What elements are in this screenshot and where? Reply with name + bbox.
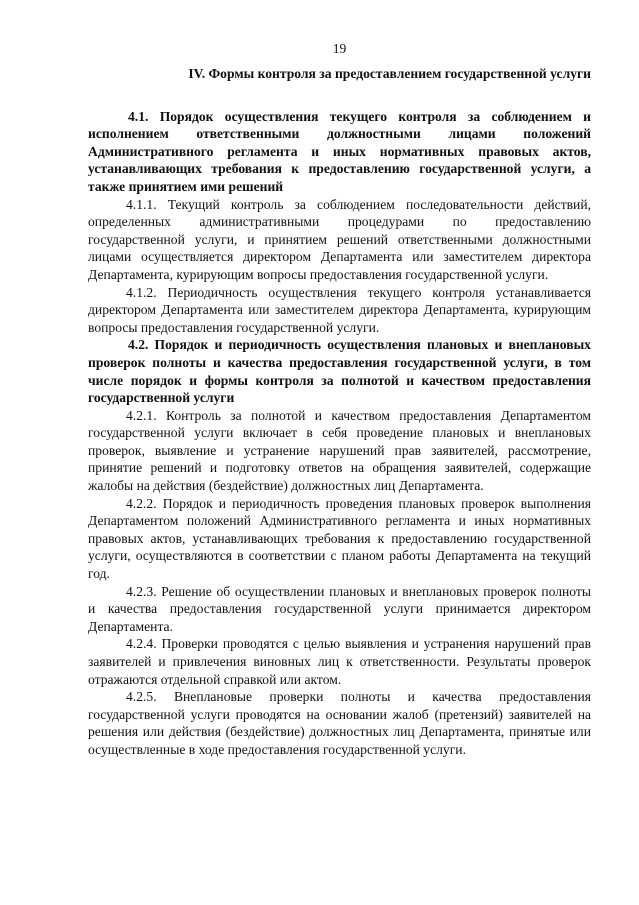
subsection-heading-4-2 [88,336,591,406]
paragraph-4-2-5 [88,688,591,758]
subsection-number: 4.2. [128,337,149,353]
paragraph-4-2-3 [88,583,591,636]
paragraph-4-2-2 [88,495,591,583]
subsection-heading-text: Порядок и периодичность осуществления плановых и внеплановых проверок полноты и качества предоставления государственной услуги, в том числе порядок и формы контроля за полнотой и качеством предоставления государственной услуги [88,337,591,406]
paragraph-text: Порядок и периодичность проведения плановых проверок выполнения Департаментом положений Административного регламента и иных нормативных правовых актов, устанавливающих требования к предоставлению государственной услуги, осуществляются в соответствии с планом работы Департамента на текущий год. [88,495,591,582]
paragraph-4-1-2 [88,284,591,337]
paragraph-number: 4.1.1. [126,196,157,212]
subsection-heading-text: Порядок осуществления текущего контроля за соблюдением и исполнением ответственными должностными лицами положений Административного регламента и иных нормативных правовых актов, устанавливающих требования к предоставлению государственной услуги, а также принятием ими решений [88,108,591,194]
paragraph-text: Внеплановые проверки полноты и качества предоставления государственной услуги проводятся на основании жалоб (претензий) заявителей на решения или действия (бездействие) должностных лиц Департамента, принятые или осуществленные в ходе предоставления государственной услуги. [88,689,591,757]
paragraph-number: 4.1.2. [126,284,157,300]
paragraph-text: Решение об осуществлении плановых и внеплановых проверок полноты и качества предоставления государственной услуги принимается директором Департамента. [88,583,591,634]
paragraph-4-2-4 [88,635,591,688]
document-page [88,40,591,759]
paragraph-text: Периодичность осуществления текущего контроля устанавливается директором Департамента или заместителем директора Департамента, курирующим вопросы предоставления государственной услуги. [88,284,592,335]
subsection-heading-4-1 [88,108,591,196]
subsection-number: 4.1. [128,108,149,124]
paragraph-number: 4.2.3. [126,583,157,599]
paragraph-text: Текущий контроль за соблюдением последовательности действий, определенных административными процедурами по предоставлению государственной услуги, и принятием решений ответственными должностными лицами осуществляется директором Департамента или заместителем директора Департамента, курирующим вопросы предоставления государственной услуги. [88,196,591,282]
paragraph-number: 4.2.2. [126,495,157,511]
paragraph-number: 4.2.4. [126,636,157,652]
section-title: IV. Формы контроля за предоставлением государственной услуги [188,66,591,81]
paragraph-4-1-1 [88,196,591,284]
paragraph-4-2-1 [88,407,591,495]
paragraph-number: 4.2.5. [126,689,157,705]
paragraph-number: 4.2.1. [126,407,157,423]
paragraph-text: Контроль за полнотой и качеством предоставления Департаментом государственной услуги включает в себя проведение плановых и внеплановых проверок, выявление и устранение нарушений прав заявителей, рассмотрение, принятие решений и подготовку ответов на обращения заявителей, содержащие жалобы на действия (бездействие) должностных лиц Департамента. [88,407,591,494]
paragraph-text: Проверки проводятся с целью выявления и устранения нарушений прав заявителей и привлечения виновных лиц к ответственности. Результаты проверок отражаются отдельной справкой или актом. [88,636,591,687]
page-number: 19 [332,41,347,56]
